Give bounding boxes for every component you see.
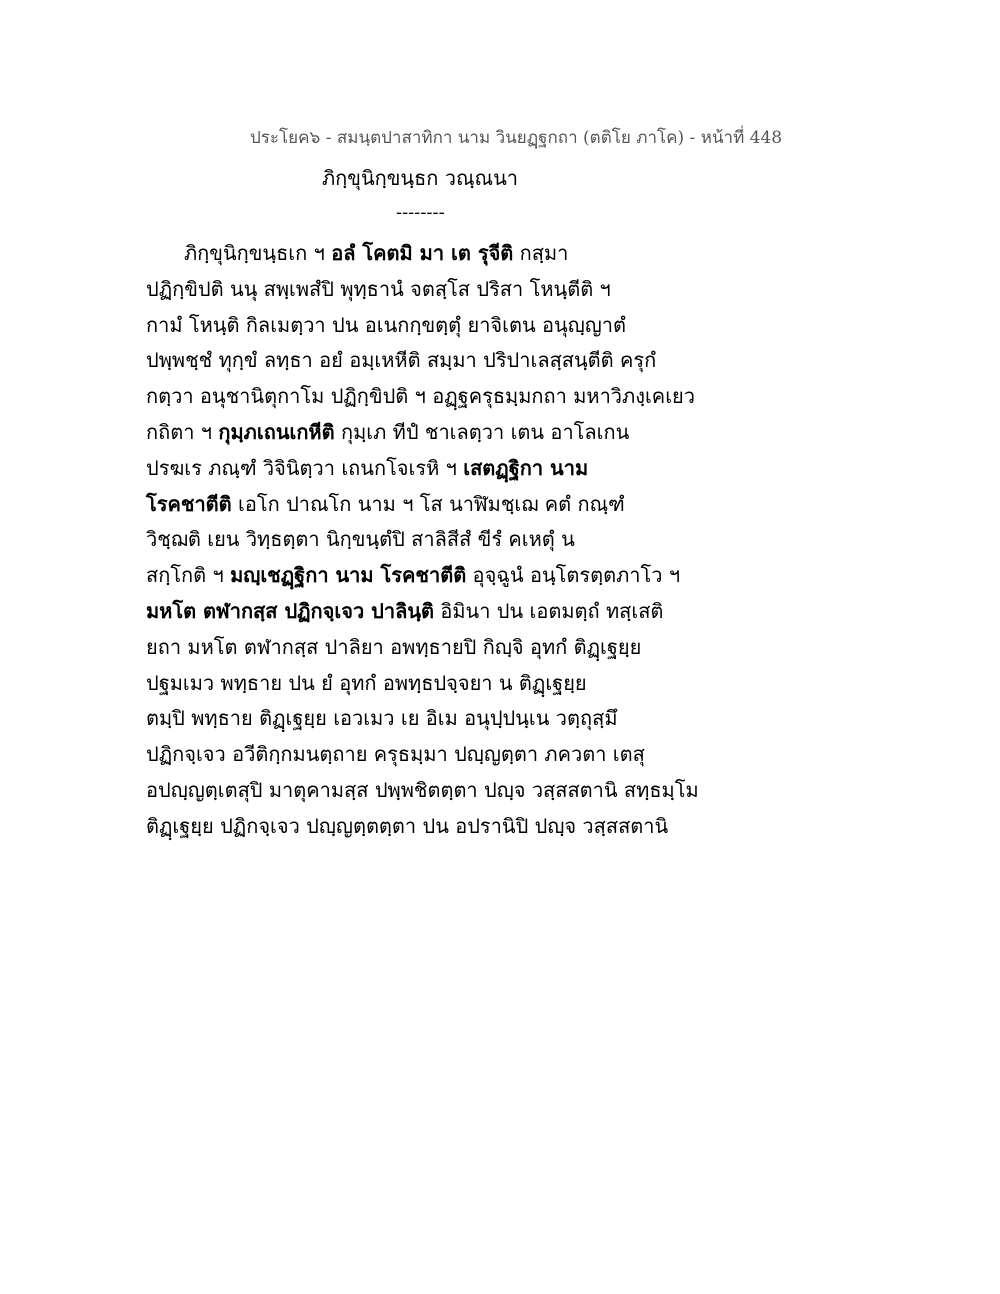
text-run: อปญฺญตฺเตสุปิ มาตุคามสฺส ปพฺพชิตตฺตา ปญฺจ วสฺสสตานิ สทฺธมฺโม — [146, 777, 699, 802]
text-line — [146, 630, 706, 666]
text-line — [146, 415, 706, 451]
text-line — [146, 594, 706, 630]
text-line — [146, 701, 706, 737]
text-run: กุมฺเภ ทีปํ ชาเลตฺวา เตน อาโลเกน — [334, 419, 630, 444]
body-text — [146, 236, 706, 845]
text-line — [146, 308, 706, 344]
text-run: ยถา มหโต ตฬากสฺส ปาลิยา อพทฺธายปิ กิญฺจิ อุทกํ ติฏฺเฐยฺย — [146, 634, 642, 659]
text-run: ปรฆเร ภณฺฑํ วิจินิตฺวา เถนกโจเรหิ ฯ — [146, 455, 464, 480]
text-line — [146, 379, 706, 415]
text-run: อุจฺฉูนํ อนฺโตรตฺตภาโว ฯ — [466, 563, 681, 588]
text-run: ตมฺปิ พทฺธาย ติฏฺเฐยฺย เอวเมว เย อิเม อนุปฺปนฺเน วตฺถุสฺมึ — [146, 706, 618, 731]
text-line — [146, 666, 706, 702]
text-line — [146, 487, 706, 523]
text-run: ติฏฺเฐยฺย ปฏิกจฺเจว ปญฺญตฺตตฺตา ปน อปรานิปิ ปญฺจ วสฺสสตานิ — [146, 813, 669, 838]
bold-term: มญฺเชฏฺฐิกา นาม โรคชาตีติ — [230, 563, 467, 588]
text-run: ปฐมเมว พทฺธาย ปน ยํ อุทกํ อพทฺธปจฺจยา น ติฏฺเฐยฺย — [146, 670, 587, 695]
bold-term: มหโต ตฬากสฺส ปฏิกจฺเจว ปาลินฺติ — [146, 598, 434, 623]
bold-term: อลํ โคตมิ มา เต รุจีติ — [331, 241, 514, 265]
text-line — [146, 272, 706, 308]
section-title: ภิกฺขุนิกฺขนฺธก วณฺณนา — [322, 166, 519, 190]
text-run: กสฺมา — [513, 241, 569, 265]
text-run: สกฺโกติ ฯ — [146, 563, 231, 588]
bold-term: กุมฺภเถนเกหีติ — [218, 419, 335, 444]
text-run: ปพฺพชฺชํ ทุกฺขํ ลทฺธา อยํ อมฺเหหีติ สมฺมา ปริปาเลสฺสนฺตีติ ครุกํ — [146, 348, 657, 373]
text-line — [146, 236, 706, 272]
separator-line: -------- — [396, 202, 445, 223]
text-line — [146, 773, 706, 809]
text-line — [146, 737, 706, 773]
text-line — [146, 809, 706, 845]
text-run: ภิกฺขุนิกฺขนฺธเก ฯ — [184, 241, 332, 265]
text-line — [146, 343, 706, 379]
text-run: กตฺวา อนุชานิตุกาโม ปฏิกฺขิปติ ฯ อฏฺฐครุธมฺมกถา มหาวิภงฺเคเยว — [146, 384, 695, 409]
bold-term: โรคชาตีติ — [146, 491, 232, 516]
running-header: ประโยค๖ - สมนฺตปาสาทิกา นาม วินยฏฺฐกถา (ตติโย ภาโค) - หน้าที่ 448 — [250, 128, 783, 148]
text-run: วิชฺฌติ เยน วิทฺธตฺตา นิกฺขนฺตํปิ สาลิสีสํ ขีรํ คเหตุํ น — [146, 527, 575, 552]
text-line — [146, 451, 706, 487]
text-line — [146, 522, 706, 558]
text-run: ปฏิกจฺเจว อวีติกฺกมนตฺถาย ครุธมฺมา ปญฺญตฺตา ภควตา เตสุ — [146, 742, 645, 767]
text-run: เอโก ปาณโก นาม ฯ โส นาฬิมชฺเฌ คตํ กณฺฑํ — [231, 491, 625, 516]
text-run: ปฏิกฺขิปติ นนุ สพฺเพสํปิ พุทฺธานํ จตสฺโส ปริสา โหนฺตีติ ฯ — [146, 276, 611, 301]
text-run: กามํ โหนฺติ กิลเมตฺวา ปน อเนกกฺขตฺตุํ ยาจิเตน อนุญฺญาตํ — [146, 312, 626, 337]
bold-term: เสตฏฺฐิกา นาม — [463, 455, 589, 480]
text-run: กถิตา ฯ — [146, 419, 219, 444]
text-line — [146, 558, 706, 594]
text-run: อิมินา ปน เอตมตฺถํ ทสฺเสติ — [433, 598, 664, 623]
